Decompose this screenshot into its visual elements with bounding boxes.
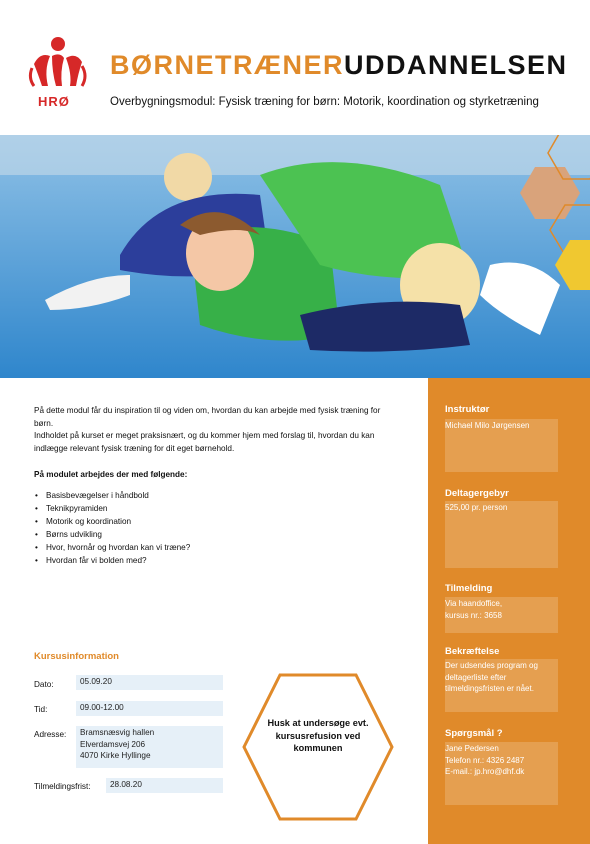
intro-paragraph-2: Indholdet på kurset er meget praksisnært, og du kommer hjem med forslag til, hvordan du kan indlægge relevant fysisk træning for dit eget børnehold.: [34, 431, 375, 453]
confirm-label: Bekræftelse: [445, 646, 500, 657]
title-part1: BØRNETRÆNER: [110, 50, 345, 80]
confirm-value: Der udsendes program og deltagerliste efter tilmeldingsfristen er nået.: [445, 661, 538, 693]
list-item: • Motorik og koordination: [34, 515, 190, 528]
instructor-value: Michael Milo Jørgensen: [445, 421, 530, 430]
address-field: Bramsnæsvig hallen Elverdamsvej 206 4070 Kirke Hyllinge: [76, 726, 223, 768]
intro-paragraph-1: På dette modul får du inspiration til og viden om, hvordan du kan arbejde med fysisk træning for børn.: [34, 406, 381, 428]
date-label: Dato:: [34, 680, 54, 689]
list-item: • Børns udvikling: [34, 528, 190, 541]
topics-list: [34, 489, 190, 568]
questions-label: Spørgsmål ?: [445, 728, 503, 739]
address-label: Adresse:: [34, 730, 67, 739]
intro-text: [34, 405, 394, 455]
contact-info: [445, 743, 563, 778]
signup-label: Tilmelding: [445, 583, 493, 594]
list-item: • Teknikpyramiden: [34, 502, 190, 515]
signup-line-2: kursus nr.: 3658: [445, 610, 502, 620]
list-item: • Hvor, hvornår og hvordan kan vi træne?: [34, 541, 190, 554]
signup-value: [445, 598, 563, 621]
hero-photo: [0, 135, 590, 378]
course-info-heading: Kursusinformation: [34, 651, 119, 662]
fee-label: Deltagergebyr: [445, 488, 509, 499]
reminder-text: Husk at undersøge evt. kursusrefusion ved kommunen: [267, 718, 369, 753]
date-field: 05.09.20: [76, 675, 223, 690]
contact-name: Jane Pedersen: [445, 744, 499, 753]
list-item: • Basisbevægelser i håndbold: [34, 489, 190, 502]
signup-line-1: Via haandoffice,: [445, 599, 503, 608]
time-field: 09.00-12.00: [76, 701, 223, 716]
logo-text: HRØ: [38, 94, 70, 109]
deadline-field: 28.08.20: [106, 778, 223, 793]
fee-value: 525,00 pr. person: [445, 503, 508, 512]
page-subtitle: Overbygningsmodul: Fysisk træning for børn: Motorik, koordination og styrketræning: [110, 96, 539, 108]
page-title: [110, 50, 568, 81]
list-item: • Hvordan får vi bolden med?: [34, 554, 190, 567]
topics-heading: På modulet arbejdes der med følgende:: [34, 470, 188, 479]
contact-email[interactable]: E-mail.: jp.hro@dhf.dk: [445, 767, 525, 776]
hro-logo: [24, 34, 90, 114]
deadline-label: Tilmeldingsfrist:: [34, 782, 91, 791]
contact-phone: Telefon nr.: 4326 2487: [445, 755, 525, 765]
children-playing-photo: [0, 135, 590, 378]
instructor-label: Instruktør: [445, 404, 490, 415]
title-part2: UDDANNELSEN: [344, 50, 568, 80]
time-label: Tid:: [34, 705, 48, 714]
